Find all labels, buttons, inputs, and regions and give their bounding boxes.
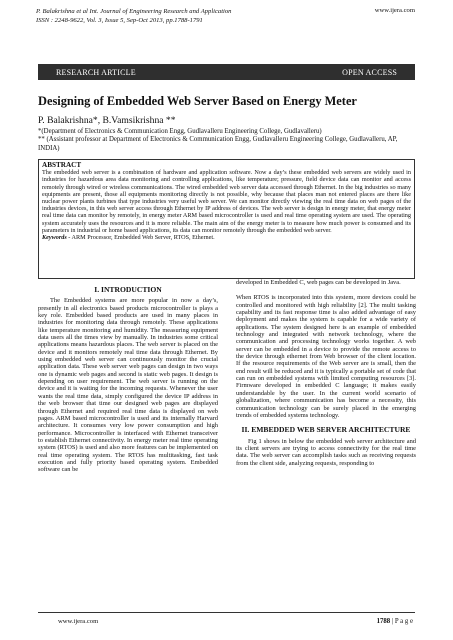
intro-continuation: developed in Embedded C, web pages can be developed in Java.	[236, 279, 401, 286]
keywords-label: Keywords	[42, 234, 67, 242]
journal-citation: P. Balakrishna et al Int. Journal of Engineering Research and Application	[36, 8, 232, 15]
section-2-paragraph: Fig 1 shows in below the embedded web server architecture and its client servers are trying to access connectivity for the real time data. The web server can accomplish tasks such as receiving requests from the client side, analyzing requests, responding to	[236, 437, 416, 467]
footer-website-link[interactable]: www.ijera.com	[58, 618, 99, 625]
page-number	[377, 618, 413, 625]
rtos-paragraph: When RTOS is incorporated into this system, more devices could be controlled and monitored with high reliability [2]. The multi tasking capability and its fast response time is also added advantage of easy deployment and makes the system is capable for a wide variety of applications. The system designed here is an example of embedded technology and integrated with network technology, where the communication and processing technology works together. A web server can be embedded in a device to provide the remote access to the device through ethernet from Web browser of the client location. If the resource requirements of the Web server are is small, then the end result will be reduced and it is typically a portable set of code that can run on embedded systems with limited computing resources [3]. Firmware developed in embedded C language; it makes easily understandable by the user. In the current world scenario of globalization, where communication has become a necessity, this communication technology can be surely placed in the emerging trends of embedded systems technology.	[236, 294, 416, 419]
right-column	[236, 279, 416, 467]
paper-title: Designing of Embedded Web Server Based on Energy Meter	[38, 94, 357, 108]
footer-divider	[38, 612, 415, 613]
page-number-value: 1788	[376, 618, 391, 625]
keywords-text: - ARM Processor, Embedded Web Server, RTOS, Ethernet.	[66, 234, 215, 242]
introduction-paragraph: The Embedded systems are more popular in now a day’s, presently in all electronics based products microcontroller is plays a key role. Embedded based products are used in many places in industries for monitoring data through remotely. These applications like temperature monitoring and humidity. The measuring equipment data users all the times view by manually. In industries some critical applications means hazardous places. The web server is placed on the device and it monitors remotely real time data through Ethernet. By using embedded web server can continuously monitor the crucial application data. These web server web pages can design in two ways one is dynamic web pages and second is static web pages. It design is depending on user requirement. The web server is running on the device and it is waiting for the incoming requests. Whenever the user wants the real time data, simply configured the device IP address in the web browser that time our designed web pages are displayed through Ethernet and required real time data is displayed on web pages. ARM based microcontroller is used and its internally Harvard architecture. It consumes very low power consumption and high performance. Microcontroller is interfaced with Ethernet transceiver to establish Ethernet connectivity. In energy meter real time operating system (RTOS) is used and also more features can be implemented on real time operating system. The RTOS has multitasking, fast task execution and fully priority based operating system. Embedded software can be	[38, 297, 218, 474]
paper-authors: P. Balakrishna*, B.Vamsikrishna **	[38, 115, 176, 126]
abstract-heading: ABSTRACT	[42, 161, 82, 169]
header-website-link[interactable]: www.ijera.com	[374, 7, 415, 14]
affiliation-1: *(Department of Electronics & Communication Engg, Gudlavalleru Engineering College, Gudlavalleru)	[38, 128, 322, 135]
section-2-heading: II. EMBEDDED WEB SERVER ARCHITECTURE	[241, 425, 411, 435]
abstract-box	[38, 159, 415, 279]
left-column	[38, 279, 218, 474]
open-access-label: OPEN ACCESS	[342, 67, 397, 77]
page-label: | P a g e	[390, 618, 413, 625]
author-affiliations	[38, 128, 418, 153]
journal-issn: ISSN : 2248-9622, Vol. 3, Issue 5, Sep-Oct 2013, pp.1788-1791	[36, 17, 203, 24]
journal-header	[36, 7, 231, 25]
abstract-text: The embedded web server is a combination of hardware and application software. Now a day’s these embedded web servers are widely used in industries for hazardous area data monitoring and controlling applications, like temperature; pressure, field device data can monitor and access remotely through wired or wireless communications. The wired embedded web server data accessed through Ethernet. In the big industries so many equipments are present, those all equipments monitoring directly is not possible, why because that places man not entered places are there like nuclear power plants turbines that type industries very useful web server. We can monitor directly viewing the real time data on web pages of the industries devices, in this web server access through Ethernet by IP address of devices. The web server is design in energy meter, that energy meter real time data can monitor by remotely, in energy meter ARM based microcontroller is used and real time operating system are used. The operating system accurately uses the resources and it is more reliable. The main aim of the energy meter is to measure how much power is consumed and its parameters in industrial or home based applications, its data can monitor remotely through the embedded web server.	[42, 169, 411, 234]
article-type-banner	[38, 64, 415, 80]
research-article-label: RESEARCH ARTICLE	[56, 67, 136, 77]
keywords-line	[42, 234, 411, 241]
affiliation-2: ** (Assistant professor at Department of Electronics & Communication Engg, Gudlavalleru Engineering College, Gudlavalleru, AP, INDIA)	[38, 136, 398, 152]
introduction-heading: I. INTRODUCTION	[94, 285, 162, 294]
